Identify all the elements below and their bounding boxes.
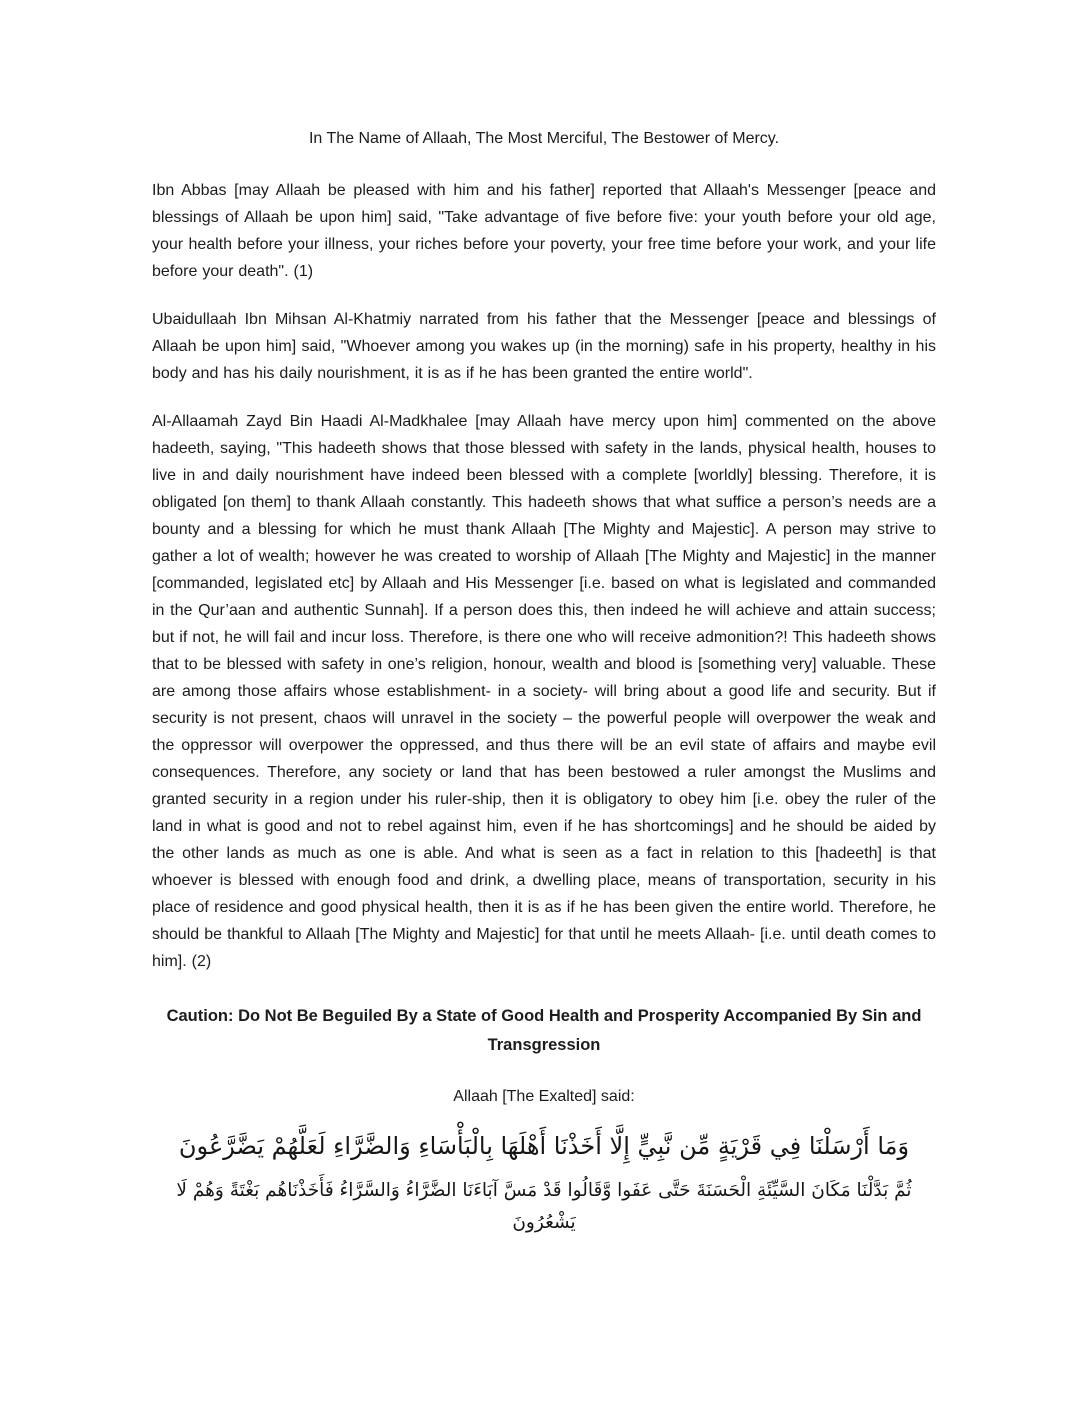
hadeeth-ibn-abbas-paragraph: Ibn Abbas [may Allaah be pleased with him and his father] reported that Allaah's Messenger [peace and blessings of Allaah be upon him] said, "Take advantage of five before five: your youth before your old age, your health before your illness, your riches before your poverty, your free time before your work, and your life before your death". (1) [152,182,936,280]
bismillah-line: In The Name of Allaah, The Most Merciful, The Bestower of Mercy. [308,130,780,147]
quran-verse-arabic-line-2: ثُمَّ بَدَّلْنَا مَكَانَ السَّيِّئَةِ الْحَسَنَةَ حَتَّى عَفَوا وَّقَالُوا قَدْ مَسَّ آبَاءَنَا الضَّرَّاءُ وَالسَّرَّاءُ فَأَخَذْنَاهُم بَغْتَةً وَهُمْ لَا يَشْعُرُونَ [176,1180,912,1233]
hadeeth-ubaidullaah-paragraph: Ubaidullaah Ibn Mihsan Al-Khatmiy narrated from his father that the Messenger [peace and blessings of Allaah be upon him] said, "Whoever among you wakes up (in the morning) safe in his property, healthy in his body and has his daily nourishment, it is as if he has been granted the entire world". [152,311,936,382]
quote-intro-line: Allaah [The Exalted] said: [453,1088,635,1105]
caution-section-heading: Caution: Do Not Be Beguiled By a State of Good Health and Prosperity Accompanied By Sin and Transgression [166,1007,922,1054]
quran-verse-arabic-line-1: وَمَا أَرْسَلْنَا فِي قَرْيَةٍ مِّن نَّبِيٍّ إِلَّا أَخَذْنَا أَهْلَهَا بِالْبَأْسَاءِ وَالضَّرَّاءِ لَعَلَّهُمْ يَضَّرَّعُونَ [178,1132,910,1160]
commentary-zayd-al-madkhalee-paragraph: Al-Allaamah Zayd Bin Haadi Al-Madkhalee [may Allaah have mercy upon him] commented on the above hadeeth, saying, "This hadeeth shows that those blessed with safety in the lands, physical health, houses to live in and daily nourishment have indeed been blessed with a complete [worldly] blessing. Therefore, it is obligated [on them] to thank Allaah constantly. This hadeeth shows that what suffice a person’s needs are a bounty and a blessing for which he must thank Allaah [The Mighty and Majestic]. A person may strive to gather a lot of wealth; however he was created to worship of Allaah [The Mighty and Majestic] in the manner [commanded, legislated etc] by Allaah and His Messenger [i.e. based on what is legislated and commanded in the Qur’aan and authentic Sunnah]. If a person does this, then indeed he will achieve and attain success; but if not, he will fail and incur loss. Therefore, is there one who will receive admonition?! This hadeeth shows that to be blessed with safety in one’s religion, honour, wealth and blood is [something very] valuable. These are among those affairs whose establishment- in a society- will bring about a good life and security. But if security is not present, chaos will unravel in the society – the powerful people will overpower the weak and the oppressor will overpower the oppressed, and thus there will be an evil state of affairs and maybe evil consequences. Therefore, any society or land that has been bestowed a ruler amongst the Muslims and granted security in a region under his ruler-ship, then it is obligatory to obey him [i.e. obey the ruler of the land in what is good and not to rebel against him, even if he has shortcomings] and he should be aided by the other lands as much as one is able. And what is seen as a fact in relation to this [hadeeth] is that whoever is blessed with enough food and drink, a dwelling place, means of transportation, security in his place of residence and good physical health, then it is as if he has been given the entire world. Therefore, he should be thankful to Allaah [The Mighty and Majestic] for that until he meets Allaah- [i.e. until death comes to him]. (2) [152,413,936,970]
